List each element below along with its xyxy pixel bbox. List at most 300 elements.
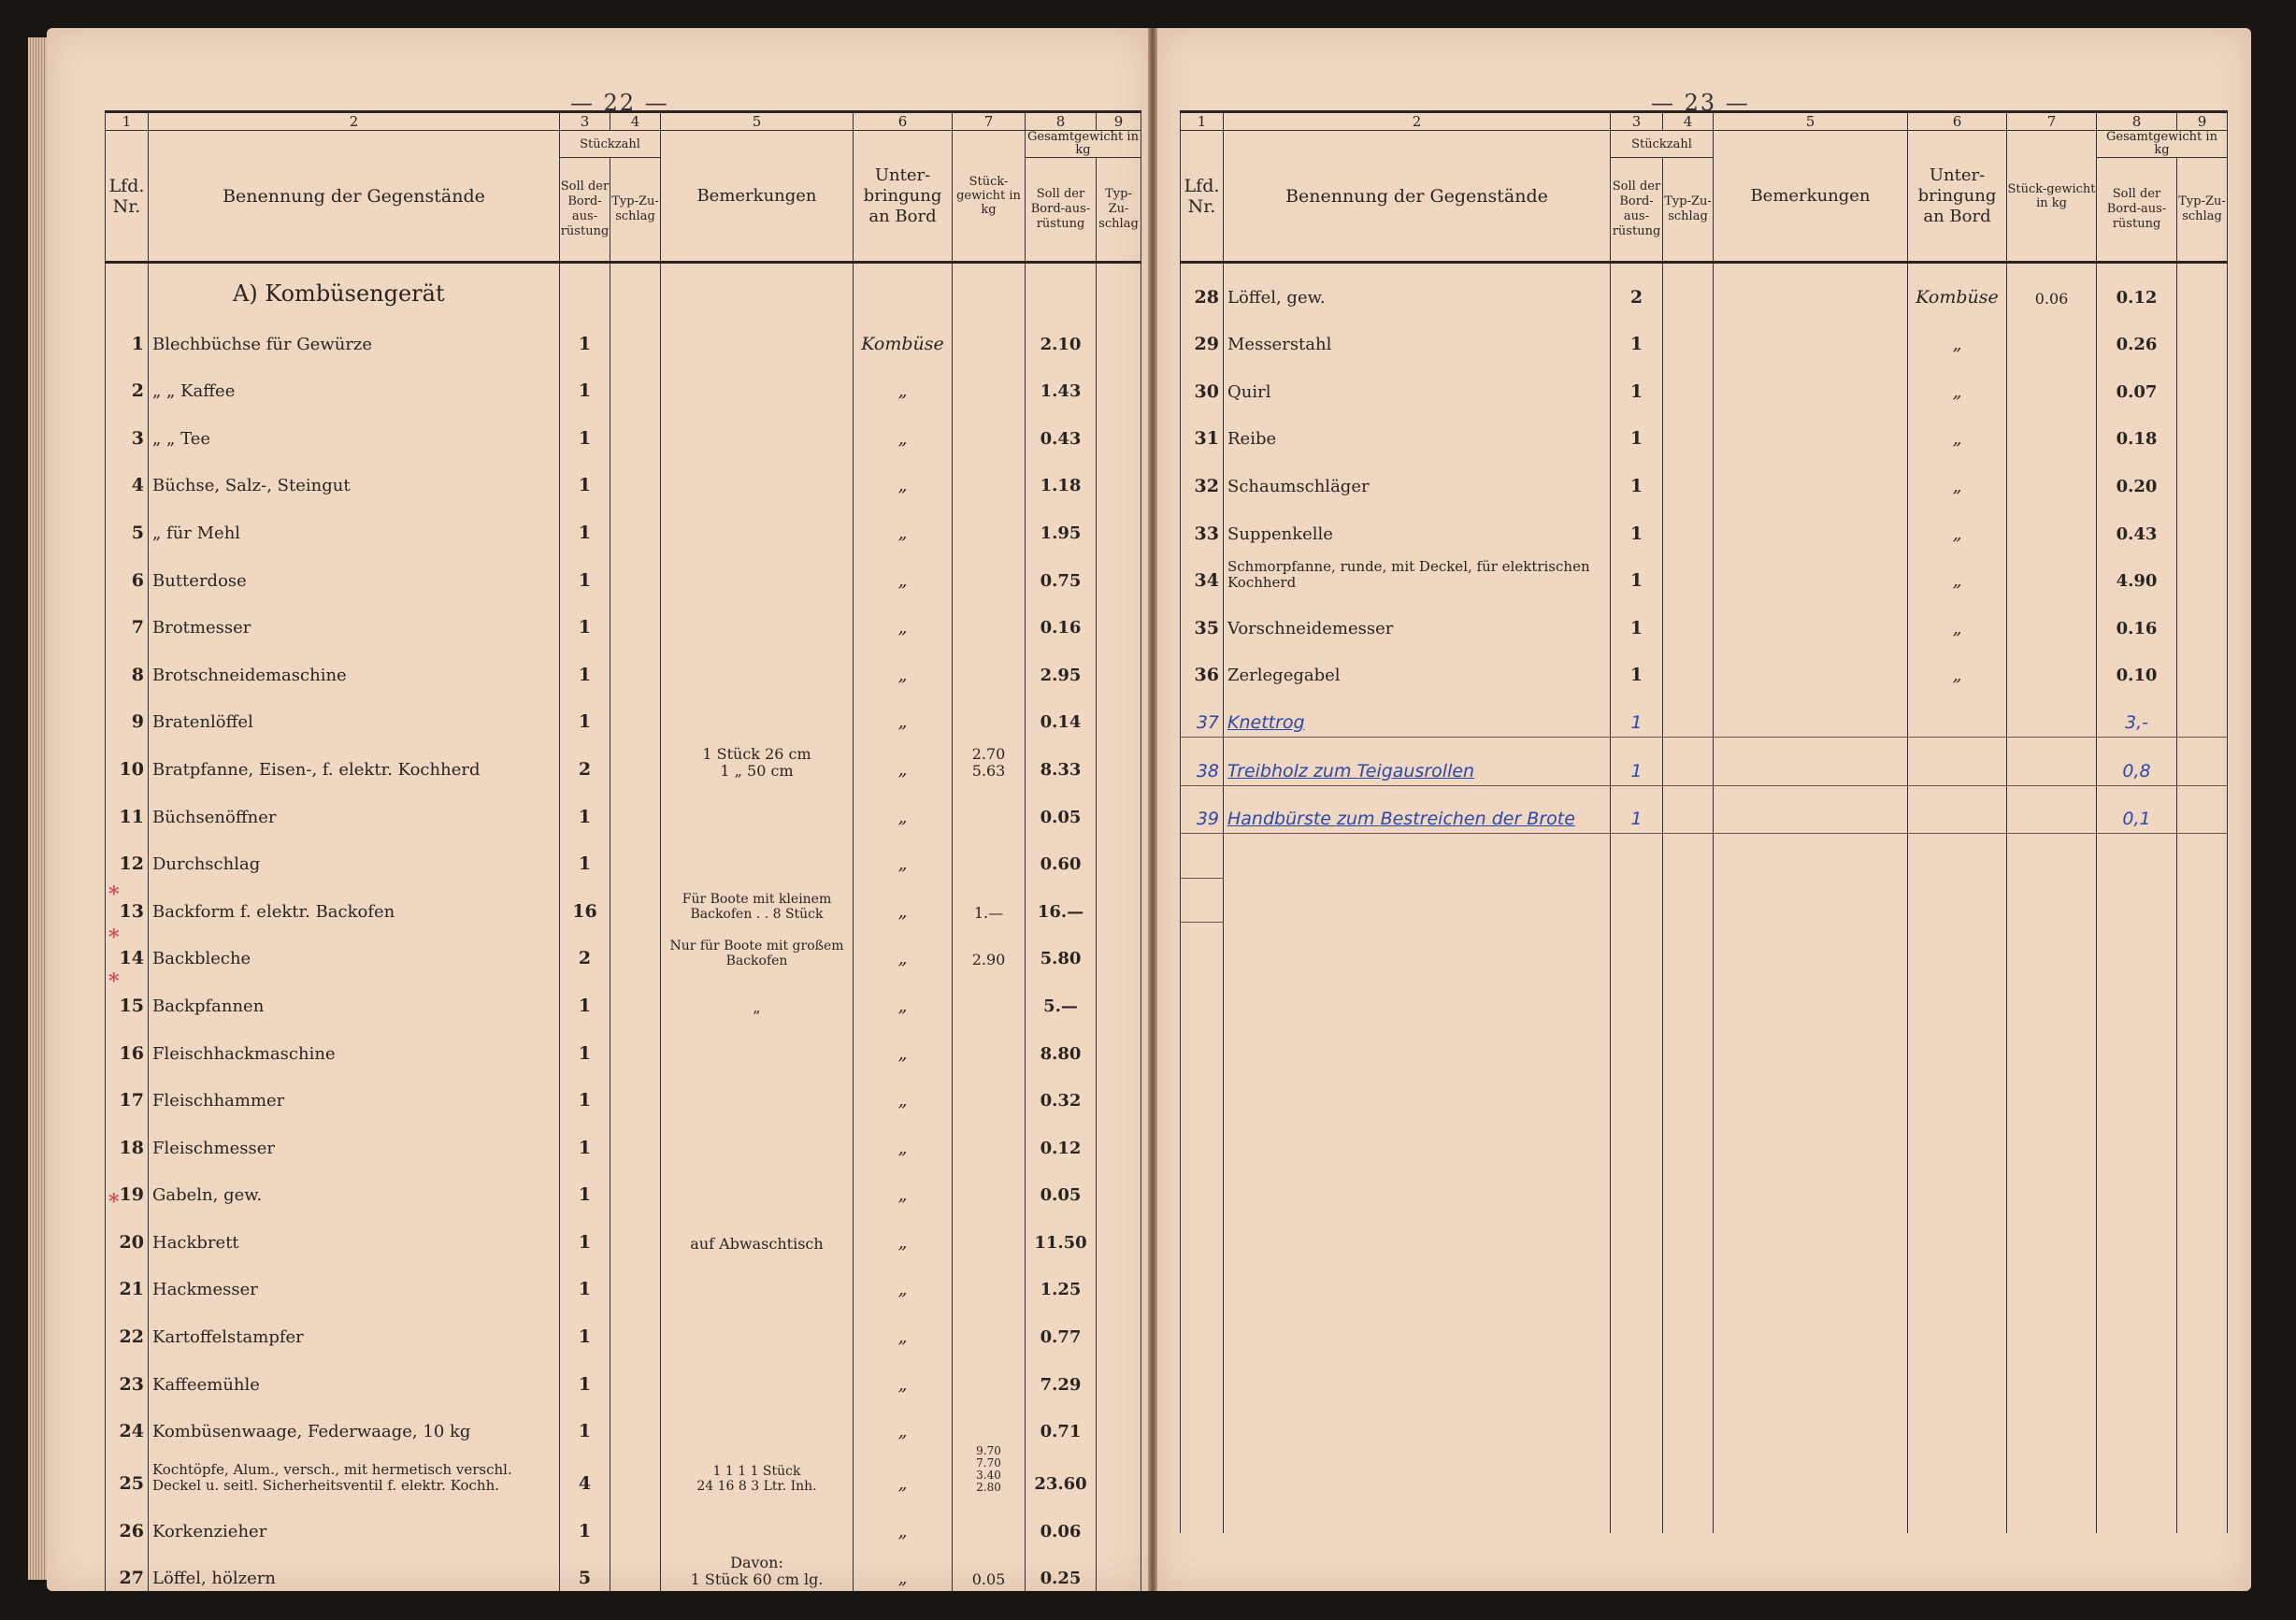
blank-cell [2177, 1097, 2228, 1141]
blank-cell [1714, 967, 1908, 1011]
total-weight-typ [1097, 1498, 1141, 1545]
red-star-mark: * [108, 1190, 120, 1214]
blank-cell [1663, 923, 1714, 967]
table-row [106, 783, 1141, 831]
item-name: „ für Mehl [149, 499, 560, 547]
total-weight: 1.18 [1026, 452, 1097, 500]
left-rows [106, 310, 1141, 1592]
blank-cell [1663, 1184, 1714, 1228]
blank-cell [2177, 1358, 2228, 1402]
item-name: Fleischhammer [149, 1068, 560, 1115]
remarks [1714, 737, 1908, 785]
typ-zuschlag [610, 1020, 661, 1068]
blank-cell [1611, 1402, 1663, 1446]
blank-cell [2007, 1184, 2097, 1228]
section-title: A) Kombüsengerät [149, 263, 560, 311]
total-weight-typ [2177, 689, 2228, 737]
item-name: Vorschneidemesser [1224, 595, 1611, 642]
header-bemerkungen: Bemerkungen [1714, 131, 1908, 263]
table-row [106, 595, 1141, 642]
typ-zuschlag [610, 831, 661, 879]
col-num: 3 [560, 112, 610, 131]
blank-cell [1611, 967, 1663, 1011]
header-stueckgewicht: Stück-gewicht in kg [953, 131, 1026, 263]
col-num: 4 [1663, 112, 1714, 131]
storage-location [1908, 689, 2007, 737]
header-lfd-nr: Lfd. Nr. [106, 131, 149, 263]
blank-cell [1611, 1097, 1663, 1141]
blank-cell [1224, 1097, 1611, 1141]
total-weight-typ [1097, 925, 1141, 973]
soll-count: 1 [560, 689, 610, 737]
remarks [1714, 595, 1908, 642]
total-weight-typ [1097, 736, 1141, 783]
unit-weight [953, 689, 1026, 737]
item-name: Butterdose [149, 547, 560, 595]
total-weight: 0.07 [2097, 358, 2177, 406]
blank-cell [1663, 1271, 1714, 1315]
total-weight: 1.43 [1026, 358, 1097, 406]
unit-weight [2007, 785, 2097, 834]
blank-cell [1663, 1011, 1714, 1054]
remarks [661, 547, 854, 595]
soll-count: 1 [560, 641, 610, 689]
row-number: 3 [106, 405, 149, 452]
blank-cell [1611, 1184, 1663, 1228]
blank-cell [1663, 967, 1714, 1011]
blank-cell [1224, 923, 1611, 967]
blank-cell [2097, 1011, 2177, 1054]
item-name: Treibholz zum Teigausrollen [1224, 737, 1611, 785]
blank-cell [2097, 1184, 2177, 1228]
storage-location: „ [854, 1209, 953, 1256]
unit-weight: 0.06 [2007, 263, 2097, 311]
blank-row [1181, 1011, 2228, 1054]
remarks: Davon: 1 Stück 60 cm lg. [661, 1545, 854, 1593]
blank-cell [1714, 1402, 1908, 1446]
blank-cell [1611, 923, 1663, 967]
header-typ-zuschlag: Typ-Zu-schlag [1663, 158, 1714, 263]
storage-location: „ [854, 358, 953, 406]
table-row [106, 641, 1141, 689]
row-number: 13 [106, 878, 149, 925]
blank-cell [1714, 878, 1908, 923]
typ-zuschlag [610, 1162, 661, 1210]
blank-cell [1224, 1227, 1611, 1271]
typ-zuschlag [610, 783, 661, 831]
item-name: Brotmesser [149, 595, 560, 642]
typ-zuschlag [610, 452, 661, 500]
blank-cell [2007, 1271, 2097, 1315]
column-number-row [1181, 112, 2228, 131]
remarks [661, 310, 854, 358]
total-weight-typ [1097, 1545, 1141, 1593]
blank-cell [1663, 1489, 1714, 1533]
blank-cell [1181, 1271, 1224, 1315]
storage-location: „ [854, 831, 953, 879]
page-number: — 22 — [570, 90, 669, 116]
row-number: 18 [106, 1114, 149, 1162]
storage-location: „ [1908, 406, 2007, 453]
col-num: 1 [1181, 112, 1224, 131]
unit-weight [2007, 406, 2097, 453]
total-weight: 0.43 [2097, 500, 2177, 548]
remarks [661, 1498, 854, 1545]
item-name: Suppenkelle [1224, 500, 1611, 548]
blank-cell [2177, 1184, 2228, 1228]
unit-weight [2007, 642, 2097, 690]
row-number: 34 [1181, 548, 1224, 595]
total-weight: 0.05 [1026, 1162, 1097, 1210]
blank-row [1181, 834, 2228, 879]
blank-row [1181, 1227, 2228, 1271]
blank-cell [1908, 1011, 2007, 1054]
blank-cell [2007, 1402, 2097, 1446]
blank-cell [1181, 1054, 1224, 1097]
row-number: 23 [106, 1351, 149, 1398]
blank-cell [1224, 967, 1611, 1011]
typ-zuschlag [1663, 642, 1714, 690]
typ-zuschlag [610, 736, 661, 783]
unit-weight [953, 1351, 1026, 1398]
item-name: Backpfannen [149, 972, 560, 1020]
remarks [661, 595, 854, 642]
soll-count: 1 [1611, 452, 1663, 500]
blank-cell [2097, 1358, 2177, 1402]
storage-location: „ [854, 595, 953, 642]
blank-cell [2177, 1315, 2228, 1359]
soll-count: 1 [560, 405, 610, 452]
total-weight-typ [2177, 500, 2228, 548]
table-row [1181, 406, 2228, 453]
remarks [661, 783, 854, 831]
item-name: Bratpfanne, Eisen-, f. elektr. Kochherd [149, 736, 560, 783]
handwritten-row [1181, 737, 2228, 785]
total-weight-typ [1097, 972, 1141, 1020]
typ-zuschlag [1663, 311, 1714, 359]
blank-cell [2177, 1011, 2228, 1054]
blank-cell [2097, 878, 2177, 923]
col-num: 6 [1908, 112, 2007, 131]
table-row [106, 736, 1141, 783]
header-lfd-nr: Lfd. Nr. [1181, 131, 1224, 263]
row-number: 1 [106, 310, 149, 358]
total-weight: 16.— [1026, 878, 1097, 925]
storage-location: „ [854, 1545, 953, 1593]
blank-cell [1714, 1227, 1908, 1271]
total-weight: 0.18 [2097, 406, 2177, 453]
blank-cell [1224, 1445, 1611, 1489]
remarks: 1 1 1 1 Stück 24 16 8 3 Ltr. Inh. [661, 1445, 854, 1498]
remarks: Nur für Boote mit großem Backofen [661, 925, 854, 973]
unit-weight: 9.70 7.70 3.40 2.80 [953, 1445, 1026, 1498]
total-weight: 0.06 [1026, 1498, 1097, 1545]
blank-cell [1663, 1358, 1714, 1402]
total-weight-typ [1097, 831, 1141, 879]
total-weight-typ [1097, 783, 1141, 831]
blank-cell [1663, 878, 1714, 923]
total-weight-typ [1097, 1209, 1141, 1256]
typ-zuschlag [610, 499, 661, 547]
table-row [1181, 263, 2228, 311]
soll-count: 1 [560, 1351, 610, 1398]
remarks [661, 831, 854, 879]
total-weight: 0.05 [1026, 783, 1097, 831]
item-name: Korkenzieher [149, 1498, 560, 1545]
soll-count: 1 [560, 1209, 610, 1256]
page-edge-stack [28, 37, 47, 1580]
storage-location: „ [854, 1020, 953, 1068]
unit-weight [953, 641, 1026, 689]
blank-cell [2007, 1315, 2097, 1359]
unit-weight [953, 1303, 1026, 1351]
storage-location [1908, 737, 2007, 785]
right-rows [1181, 263, 2228, 690]
total-weight: 0.71 [1026, 1398, 1097, 1446]
blank-cell [1663, 834, 1714, 879]
blank-cell [1714, 1489, 1908, 1533]
typ-zuschlag [1663, 452, 1714, 500]
blank-cell [2177, 1271, 2228, 1315]
storage-location: „ [854, 689, 953, 737]
blank-cell [1181, 1489, 1224, 1533]
storage-location: „ [854, 972, 953, 1020]
header-stueckzahl: Stückzahl [560, 131, 661, 158]
unit-weight [953, 1498, 1026, 1545]
soll-count: 4 [560, 1445, 610, 1498]
red-star-mark: * [108, 969, 120, 994]
soll-count: 2 [560, 736, 610, 783]
blank-row [1181, 1358, 2228, 1402]
row-number: 12 [106, 831, 149, 879]
total-weight-typ [2177, 406, 2228, 453]
row-number: 35 [1181, 595, 1224, 642]
soll-count: 1 [560, 1398, 610, 1446]
blank-cell [1908, 1227, 2007, 1271]
blank-cell [1908, 1402, 2007, 1446]
col-num: 9 [1097, 112, 1141, 131]
blank-cell [1224, 1011, 1611, 1054]
item-name: „ „ Tee [149, 405, 560, 452]
blank-cell [1224, 1054, 1611, 1097]
typ-zuschlag [610, 641, 661, 689]
handwritten-row [1181, 689, 2228, 737]
remarks [1714, 452, 1908, 500]
storage-location: „ [854, 641, 953, 689]
soll-count: 16 [560, 878, 610, 925]
soll-count: 1 [1611, 689, 1663, 737]
blank-cell [1611, 1315, 1663, 1359]
table-row [106, 547, 1141, 595]
blank-cell [1908, 834, 2007, 879]
blank-cell [1908, 1358, 2007, 1402]
row-number: 32 [1181, 452, 1224, 500]
col-num: 6 [854, 112, 953, 131]
remarks [1714, 785, 1908, 834]
item-name: Kaffeemühle [149, 1351, 560, 1398]
soll-count: 1 [1611, 406, 1663, 453]
table-row [106, 878, 1141, 925]
soll-count: 1 [1611, 595, 1663, 642]
blank-cell [1611, 878, 1663, 923]
total-weight-typ [1097, 1162, 1141, 1210]
total-weight-typ [1097, 547, 1141, 595]
total-weight: 8.33 [1026, 736, 1097, 783]
typ-zuschlag [1663, 737, 1714, 785]
unit-weight [2007, 311, 2097, 359]
total-weight-typ [1097, 499, 1141, 547]
blank-cell [1181, 1445, 1224, 1489]
typ-zuschlag [610, 1256, 661, 1304]
blank-cell [2007, 1445, 2097, 1489]
unit-weight [2007, 452, 2097, 500]
row-number: 24 [106, 1398, 149, 1446]
soll-count: 1 [560, 783, 610, 831]
soll-count: 1 [1611, 500, 1663, 548]
soll-count: 1 [1611, 358, 1663, 406]
header-unterbringung: Unter-bringung an Bord [854, 131, 953, 263]
typ-zuschlag [1663, 689, 1714, 737]
blank-cell [1714, 1445, 1908, 1489]
item-name: „ „ Kaffee [149, 358, 560, 406]
table-row [106, 1398, 1141, 1446]
blank-cell [2007, 967, 2097, 1011]
blank-cell [2097, 1402, 2177, 1446]
header-unterbringung: Unter-bringung an Bord [1908, 131, 2007, 263]
unit-weight [953, 1398, 1026, 1446]
storage-location: „ [854, 1162, 953, 1210]
total-weight-typ [1097, 1445, 1141, 1498]
blank-cell [1908, 878, 2007, 923]
red-star-mark: * [108, 882, 120, 907]
blank-cell [1714, 1097, 1908, 1141]
handwritten-row [1181, 785, 2228, 834]
blank-cell [1908, 1184, 2007, 1228]
storage-location: „ [854, 878, 953, 925]
item-name: Knettrog [1224, 689, 1611, 737]
total-weight: 11.50 [1026, 1209, 1097, 1256]
blank-cell [2177, 1445, 2228, 1489]
row-number: 17 [106, 1068, 149, 1115]
unit-weight [953, 972, 1026, 1020]
unit-weight [2007, 595, 2097, 642]
row-number: 10 [106, 736, 149, 783]
row-number: 4 [106, 452, 149, 500]
remarks: Für Boote mit kleinem Backofen . . 8 Stück [661, 878, 854, 925]
total-weight-typ [2177, 452, 2228, 500]
header-gw-typ: Typ-Zu-schlag [1097, 158, 1141, 263]
blank-cell [2097, 1445, 2177, 1489]
blank-cell [2007, 1489, 2097, 1533]
blank-cell [1714, 1054, 1908, 1097]
col-num: 7 [2007, 112, 2097, 131]
header-soll: Soll der Bord-aus-rüstung [560, 158, 610, 263]
soll-count: 1 [1611, 548, 1663, 595]
row-number: 29 [1181, 311, 1224, 359]
remarks [661, 499, 854, 547]
blank-cell [2007, 878, 2097, 923]
blank-cell [1663, 1445, 1714, 1489]
blank-cell [1663, 1227, 1714, 1271]
blank-cell [1611, 1489, 1663, 1533]
remarks [1714, 689, 1908, 737]
red-star-mark: * [108, 925, 120, 950]
item-name: Durchschlag [149, 831, 560, 879]
table-row [106, 972, 1141, 1020]
blank-cell [1224, 1315, 1611, 1359]
typ-zuschlag [1663, 263, 1714, 311]
item-name: Büchse, Salz-, Steingut [149, 452, 560, 500]
soll-count: 1 [560, 1256, 610, 1304]
storage-location: „ [1908, 452, 2007, 500]
table-row [106, 1351, 1141, 1398]
remarks [661, 1398, 854, 1446]
table-row [106, 1114, 1141, 1162]
col-num: 5 [661, 112, 854, 131]
blank-cell [1714, 1011, 1908, 1054]
table-row [106, 1303, 1141, 1351]
row-number: 31 [1181, 406, 1224, 453]
blank-cell [1224, 1402, 1611, 1446]
right-handwritten-rows [1181, 689, 2228, 833]
unit-weight [2007, 500, 2097, 548]
total-weight: 0.12 [1026, 1114, 1097, 1162]
item-name: Reibe [1224, 406, 1611, 453]
typ-zuschlag [1663, 785, 1714, 834]
table-row [106, 831, 1141, 879]
remarks: „ [661, 972, 854, 1020]
blank-cell [1181, 1097, 1224, 1141]
storage-location: „ [854, 783, 953, 831]
soll-count: 2 [1611, 263, 1663, 311]
soll-count: 1 [560, 1162, 610, 1210]
typ-zuschlag [1663, 500, 1714, 548]
unit-weight [953, 452, 1026, 500]
remarks [1714, 263, 1908, 311]
remarks [661, 689, 854, 737]
typ-zuschlag [610, 1498, 661, 1545]
remarks [1714, 358, 1908, 406]
item-name: Handbürste zum Bestreichen der Brote [1224, 785, 1611, 834]
col-num: 4 [610, 112, 661, 131]
total-weight: 2.95 [1026, 641, 1097, 689]
blank-row [1181, 1140, 2228, 1184]
item-name: Kochtöpfe, Alum., versch., mit hermetisch verschl. Deckel u. seitl. Sicherheitsventil f. elektr. Kochh. [149, 1445, 560, 1498]
total-weight-typ [1097, 595, 1141, 642]
total-weight: 2.10 [1026, 310, 1097, 358]
blank-cell [2007, 1054, 2097, 1097]
item-name: Brotschneidemaschine [149, 641, 560, 689]
unit-weight [953, 405, 1026, 452]
col-num: 8 [2097, 112, 2177, 131]
total-weight-typ [1097, 689, 1141, 737]
unit-weight [2007, 737, 2097, 785]
table-row [106, 310, 1141, 358]
table-row [106, 1256, 1141, 1304]
item-name: Bratenlöffel [149, 689, 560, 737]
total-weight: 4.90 [2097, 548, 2177, 595]
typ-zuschlag [610, 358, 661, 406]
blank-row [1181, 923, 2228, 967]
blank-cell [1663, 1054, 1714, 1097]
blank-cell [2177, 967, 2228, 1011]
table-row [106, 405, 1141, 452]
table-row [106, 1162, 1141, 1210]
item-name: Hackmesser [149, 1256, 560, 1304]
blank-cell [1181, 834, 1224, 879]
total-weight: 5.— [1026, 972, 1097, 1020]
soll-count: 1 [1611, 785, 1663, 834]
